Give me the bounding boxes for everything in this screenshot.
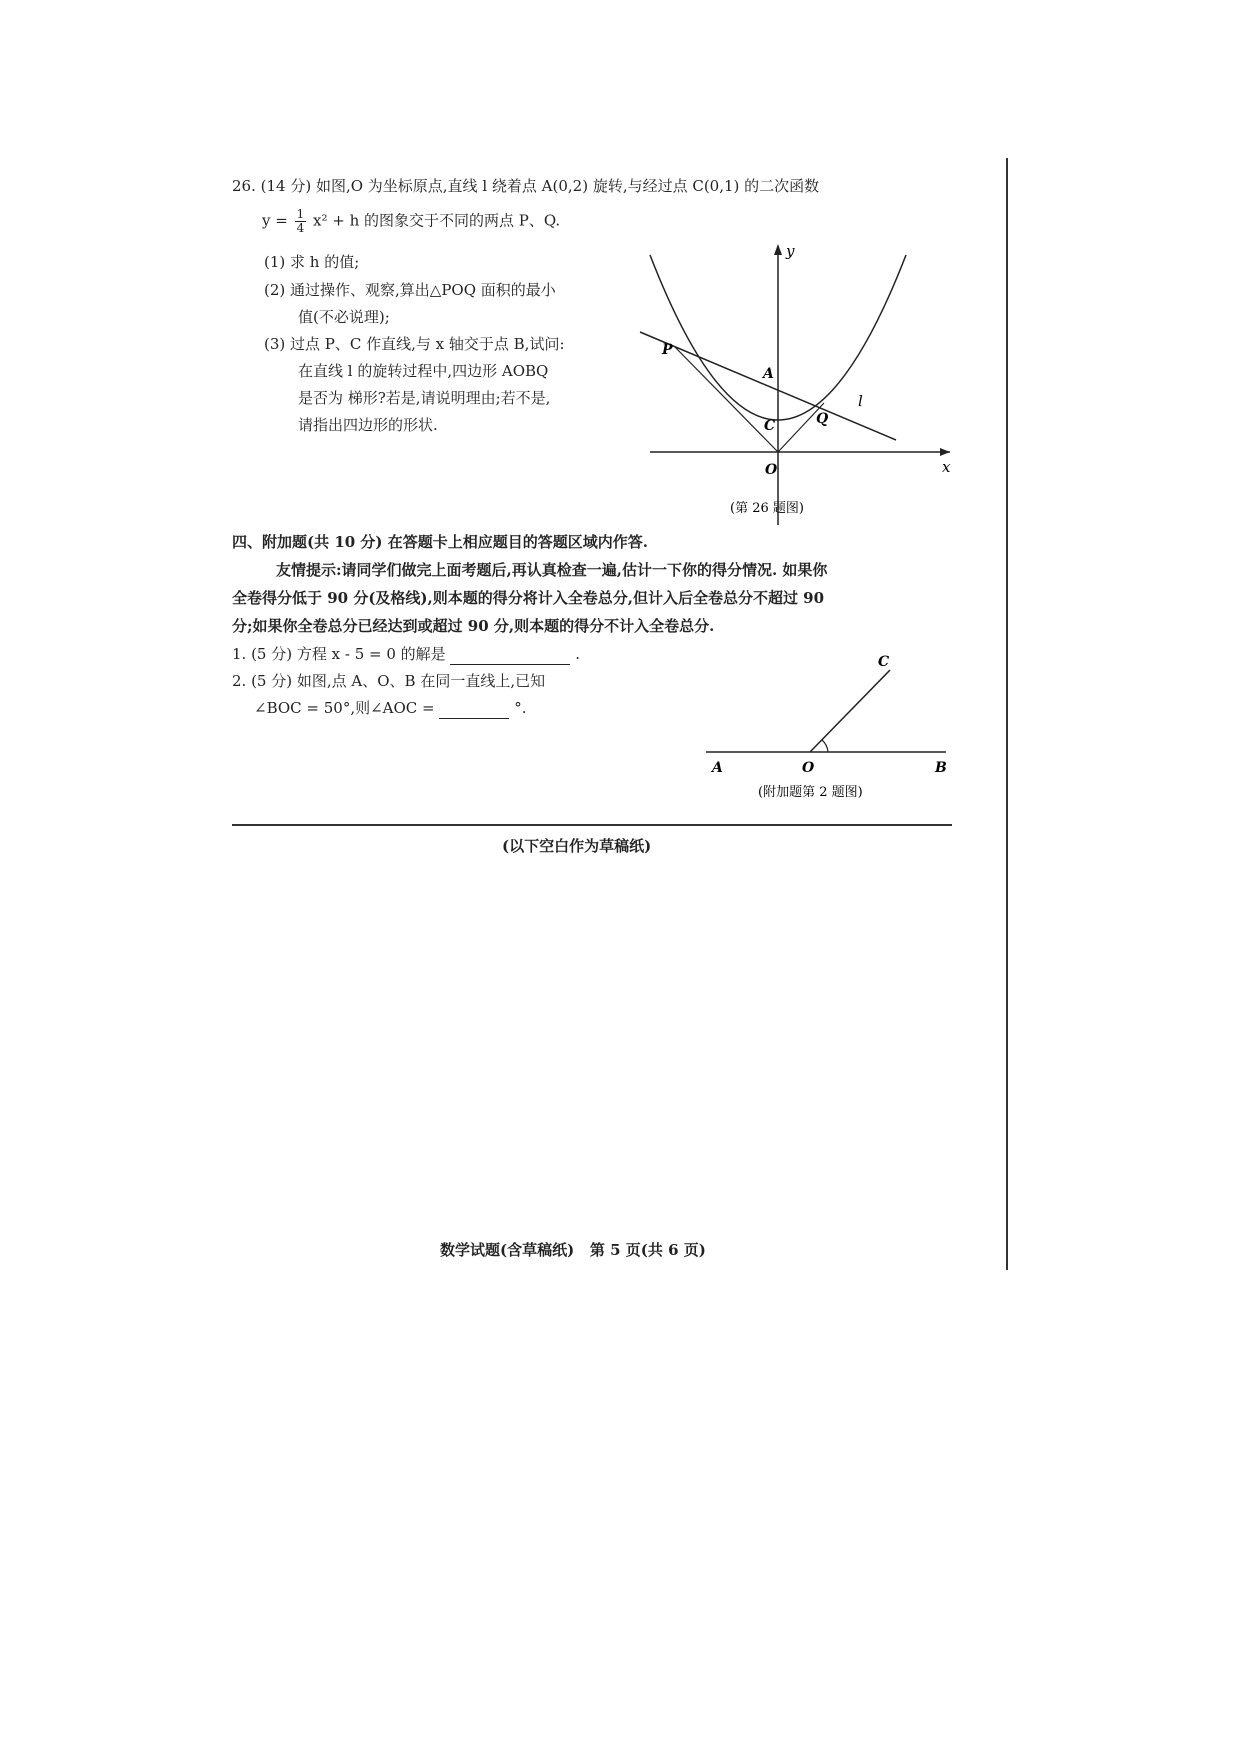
q26-sub3-c: 是否为 梯形?若是,请说明理由;若不是,	[298, 389, 551, 407]
section4-heading: 四、附加题(共 10 分) 在答题卡上相应题目的答题区域内作答.	[232, 533, 648, 551]
tip-line-1: 友情提示:请同学们做完上面考题后,再认真检查一遍,估计一下你的得分情况. 如果你	[276, 561, 828, 579]
label-C: C	[878, 654, 890, 670]
extra-q2-end: °.	[514, 699, 527, 717]
tip-line-3: 分;如果你全卷总分已经达到或超过 90 分,则本题的得分不计入全卷总分.	[232, 617, 715, 635]
y-axis-arrow	[774, 244, 782, 255]
q26-sub3-a: (3) 过点 P、C 作直线,与 x 轴交于点 B,试问:	[264, 335, 565, 353]
extra-q2-b	[254, 698, 526, 719]
draft-divider	[232, 824, 952, 826]
extra-q2-figure	[698, 648, 960, 808]
label-x: x	[942, 458, 951, 476]
frac-num: 1	[296, 207, 305, 221]
eq-prefix: y =	[262, 211, 288, 230]
vertical-rule	[1006, 158, 1008, 1270]
segment-PO	[674, 346, 778, 452]
angle-arc	[822, 740, 828, 752]
label-C: C	[764, 418, 776, 434]
q26-figure-caption: (第 26 题图)	[730, 501, 804, 516]
q26-sub3-d: 请指出四边形的形状.	[298, 416, 438, 434]
label-y: y	[786, 242, 795, 260]
eq-fraction	[295, 208, 307, 235]
q26-equation-line	[262, 208, 560, 235]
page-footer: 数学试题(含草稿纸) 第 5 页(共 6 页)	[440, 1241, 706, 1259]
extra-q1-text: 1. (5 分) 方程 x - 5 = 0 的解是	[232, 645, 446, 663]
extra-q2-b-text: ∠BOC = 50°,则∠AOC =	[254, 699, 435, 717]
label-A: A	[712, 760, 723, 776]
extra-q1	[232, 644, 580, 665]
q26-line1: 26. (14 分) 如图,O 为坐标原点,直线 l 绕着点 A(0,2) 旋转,与经过点 C(0,1) 的二次函数	[232, 177, 820, 195]
label-O: O	[765, 462, 778, 478]
frac-den: 4	[296, 221, 305, 235]
tip-line-2: 全卷得分低于 90 分(及格线),则本题的得分将计入全卷总分,但计入后全卷总分不超过 90	[232, 589, 825, 607]
extra-q2-a: 2. (5 分) 如图,点 A、O、B 在同一直线上,已知	[232, 672, 546, 690]
extra-q2-figure-caption: (附加题第 2 题图)	[758, 785, 863, 800]
q26-sub1: (1) 求 h 的值;	[264, 253, 360, 271]
q26-sub2-b: 值(不必说理);	[298, 308, 390, 326]
q26-sub2-a: (2) 通过操作、观察,算出△POQ 面积的最小	[264, 281, 556, 299]
label-Q: Q	[816, 411, 829, 427]
answer-blank-2[interactable]	[439, 698, 509, 719]
ray-OC	[810, 670, 890, 752]
label-A: A	[763, 366, 774, 382]
q26-sub3-b: 在直线 l 的旋转过程中,四边形 AOBQ	[298, 362, 549, 380]
answer-blank-1[interactable]	[450, 644, 570, 665]
eq-rest: x² + h 的图象交于不同的两点 P、Q.	[313, 211, 561, 230]
x-axis-arrow	[940, 448, 950, 456]
label-P: P	[662, 342, 673, 358]
draft-note: (以下空白作为草稿纸)	[502, 837, 652, 855]
extra-q1-end: .	[575, 645, 580, 663]
label-B: B	[935, 760, 947, 776]
q26-figure	[620, 240, 960, 525]
label-O: O	[802, 760, 815, 776]
label-l: l	[858, 392, 863, 410]
